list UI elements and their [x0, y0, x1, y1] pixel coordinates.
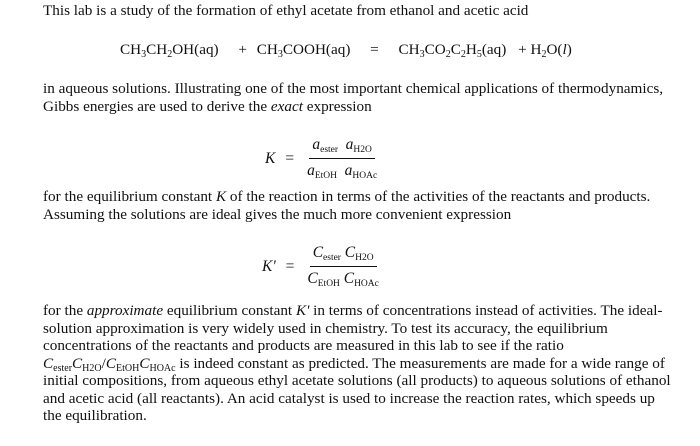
concentration-ratio: CesterCH2O/CEtOHCHOAc	[43, 354, 176, 374]
equilibrium-constant-activity-equation: K = $\frac{\text{aester aH2O}}{\text{aEtOH aHOAc}}$	[265, 136, 380, 181]
activity-fraction: $\frac{\text{aester aH2O}}{\text{aEtOH aHOAc}}$	[307, 136, 378, 181]
intro-paragraph: This lab is a study of the formation of ethyl acetate from ethanol and acetic acid	[43, 2, 529, 19]
thermodynamics-paragraph: in aqueous solutions. Illustrating one of the most important chemical applications of thermodynamics, Gibbs energies are used to derive the exact expression	[43, 80, 664, 115]
equilibrium-constant-concentration-equation: K' = $\frac{\text{Cester CH2O}}{\text{CEtOH CHOAc}}$	[262, 244, 382, 289]
approximation-paragraph: for the approximate equilibrium constant K' in terms of concentrations instead of activities. The ideal-solution approximation is very widely used in chemistry. To test its accuracy, the equilibrium concentrations of the reactants and products are measured in this lab to see if the ratio CesterCH2O/CEtOHCHOAc is indeed constant as predicted. The measurements are made for a wide range of initial compositions, from aqueous ethyl acetate solutions (all products) to aqueous solutions of ethanol and acetic acid (all reactants). An acid catalyst is used to increase the reaction rates, which speeds up the equilibration.	[43, 302, 671, 424]
reaction-equation: $CH_3CH_2OH(aq)$ + $CH_3COOH(aq) = CH_3CO_2C_2H_5(aq) + H_2O(l)$	[120, 41, 572, 60]
concentration-fraction: $\frac{\text{Cester CH2O}}{\text{CEtOH CHOAc}}$	[307, 244, 379, 289]
equilibrium-paragraph: for the equilibrium constant K of the reaction in terms of the activities of the reactants and products. Assuming the solutions are ideal gives the much more convenient expression	[43, 188, 651, 223]
